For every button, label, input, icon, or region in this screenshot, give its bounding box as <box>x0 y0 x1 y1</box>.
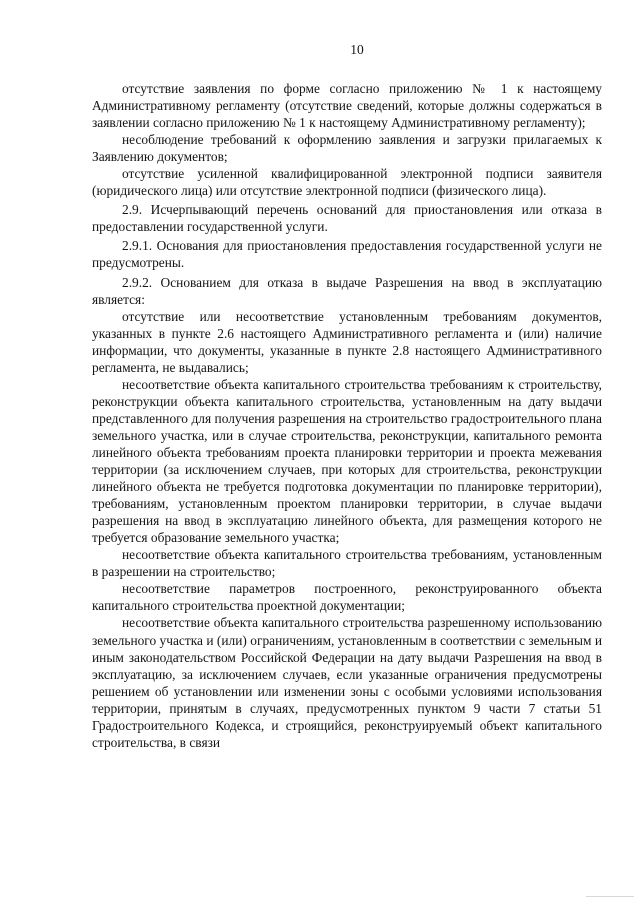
paragraph: 2.9.1. Основания для приостановления предоставления государственной услуги не предусмотрены. <box>92 238 602 271</box>
document-body <box>92 80 602 751</box>
paragraph: 2.9. Исчерпывающий перечень оснований для приостановления или отказа в предоставлении государственной услуги. <box>92 202 602 235</box>
page-number: 10 <box>350 42 364 57</box>
paragraph: несоблюдение требований к оформлению заявления и загрузки прилагаемых к Заявлению документов; <box>92 132 602 165</box>
paragraph: 2.9.2. Основанием для отказа в выдаче Разрешения на ввод в эксплуатацию является: <box>92 274 602 307</box>
paragraph: несоответствие объекта капитального строительства разрешенному использованию земельного участка и (или) ограничениям, установленным в соответствии с земельным и иным законодательством Российской Федерации на дату выдачи Разрешения на ввод в эксплуатацию, за исключением случаев, если указанные ограничения предусмотрены решением об установлении или изменении зоны с особыми условиями использования территории, принятым в случаях, предусмотренных пунктом 9 части 7 статьи 51 Градостроительного Кодекса, и строящийся, реконструируемый объект капитального строительства, в связи <box>92 615 602 750</box>
scan-artifact <box>586 882 634 897</box>
paragraph: несоответствие объекта капитального строительства требованиям, установленным в разрешении на строительство; <box>92 547 602 580</box>
paragraph: отсутствие заявления по форме согласно приложению № 1 к настоящему Административному регламенту (отсутствие сведений, которые должны содержаться в заявлении согласно приложению № 1 к настоящему Административному регламенту); <box>92 81 602 131</box>
paragraph: несоответствие параметров построенного, реконструированного объекта капитального строительства проектной документации; <box>92 581 602 614</box>
paragraph: отсутствие или несоответствие установленным требованиям документов, указанных в пункте 2.6 настоящего Административного регламента и (или) наличие информации, что документы, указанные в пункте 2.8 настоящего Административного регламента, не выдавались; <box>92 308 602 375</box>
paragraph: отсутствие усиленной квалифицированной электронной подписи заявителя (юридического лица) или отсутствие электронной подписи (физического лица). <box>92 166 602 199</box>
paragraph: несоответствие объекта капитального строительства требованиям к строительству, реконструкции объекта капитального строительства, установленным на дату выдачи представленного для получения разрешения на строительство градостроительного плана земельного участка, или в случае строительства, реконструкции, капитального ремонта линейного объекта требованиям проекта планировки территории и проекта межевания территории (за исключением случаев, при которых для строительства, реконструкции линейного объекта не требуется подготовка документации по планировке территории), требованиям, установленным проектом планировки территории, в случае выдачи разрешения на ввод в эксплуатацию линейного объекта, для размещения которого не требуется образование земельного участка; <box>92 376 602 546</box>
